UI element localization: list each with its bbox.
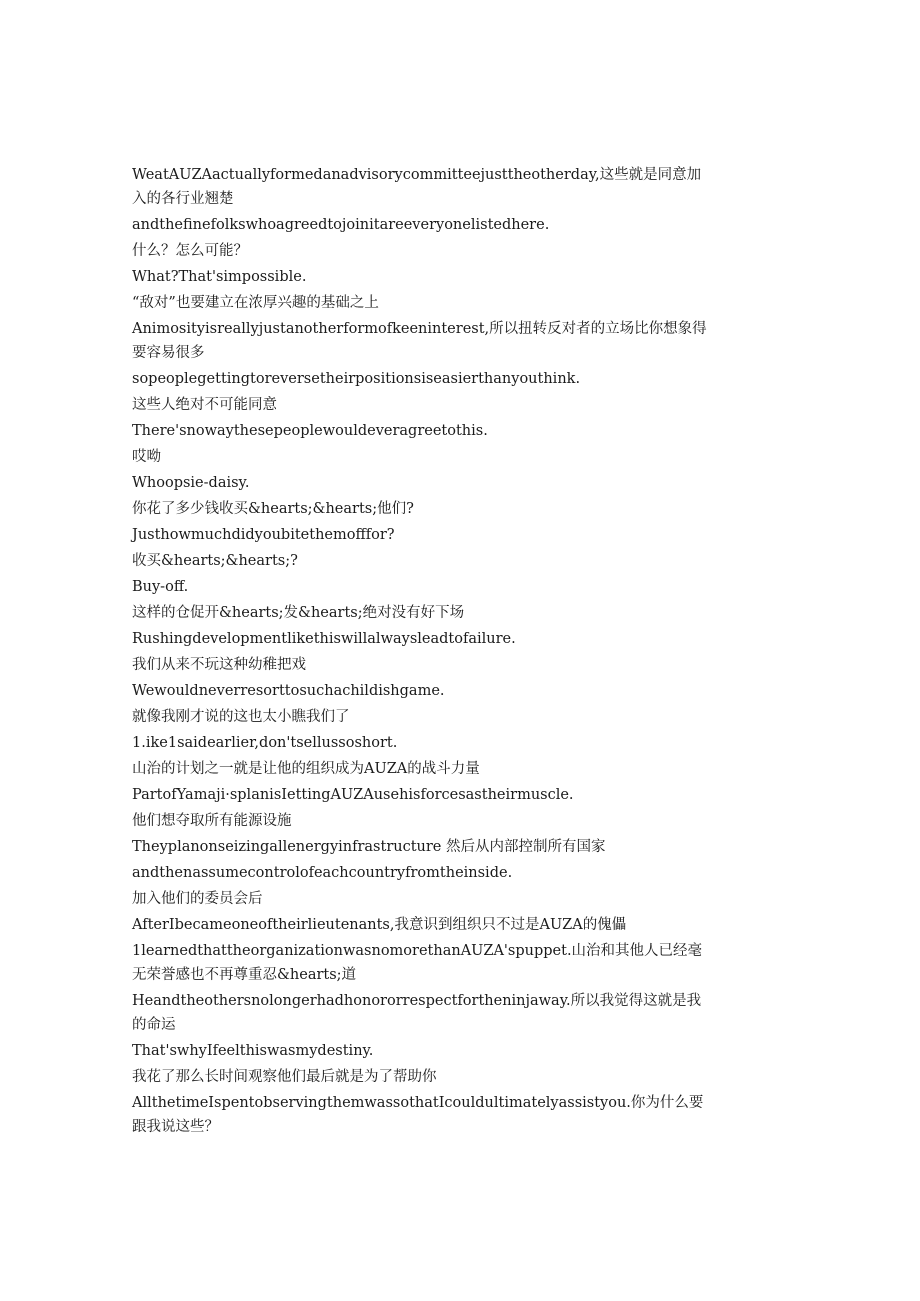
- document-body: [132, 163, 714, 1141]
- text-line: “敌对”也要建立在浓厚兴趣的基础之上: [132, 295, 379, 311]
- text-line: Justhowmuchdidyoubitethemofffor?: [132, 527, 395, 543]
- text-line: There'snowaythesepeoplewouldeveragreetothis.: [132, 423, 488, 439]
- text-line: 他们想夺取所有能源设施: [132, 813, 292, 829]
- text-line: 山治的计划之一就是让他的组织成为AUZA的战斗力量: [132, 761, 480, 777]
- text-line: 收买&hearts;&hearts;?: [132, 553, 298, 569]
- text-line: 1learnedthattheorganizationwasnomorethanAUZA'spuppet.山治和其他人已经毫无荣誉感也不再尊重忍&hearts;道: [132, 943, 703, 983]
- text-line: 我花了那么长时间观察他们最后就是为了帮助你: [132, 1069, 437, 1085]
- text-line: 我们从来不玩这种幼稚把戏: [132, 657, 306, 673]
- text-line: 加入他们的委员会后: [132, 891, 263, 907]
- text-line: 这样的仓促开&hearts;发&hearts;绝对没有好下场: [132, 605, 465, 621]
- text-line: Theyplanonseizingallenergyinfrastructure 然后从内部控制所有国家: [132, 839, 606, 855]
- text-line: What?That'simpossible.: [132, 269, 307, 285]
- text-line: WeatAUZAactuallyformedanadvisorycommitteejusttheotherday,这些就是同意加入的各行业翘楚: [132, 167, 702, 207]
- text-line: Animosityisreallyjustanotherformofkeeninterest,所以扭转反对者的立场比你想象得要容易很多: [132, 321, 707, 361]
- text-line: Heandtheothersnolongerhadhonororrespectfortheninjaway.所以我觉得这就是我的命运: [132, 993, 702, 1033]
- text-line: sopeoplegettingtoreversetheirpositionsiseasierthanyouthink.: [132, 371, 581, 387]
- text-line: andthefinefolkswhoagreedtojoinitareeveryonelistedhere.: [132, 217, 550, 233]
- text-line: Whoopsie-daisy.: [132, 475, 250, 491]
- text-line: 1.ike1saidearlier,don'tsellussoshort.: [132, 735, 398, 751]
- text-line: AllthetimeIspentobservingthemwassothatIcouldultimatelyassistyou.你为什么要跟我说这些？: [132, 1095, 704, 1135]
- text-line: 这些人绝对不可能同意: [132, 397, 277, 413]
- text-line: Rushingdevelopmentlikethiswillalwaysleadtofailure.: [132, 631, 516, 647]
- text-line: Buy-off.: [132, 579, 189, 595]
- text-line: AfterIbecameoneoftheirlieutenants,我意识到组织只不过是AUZA的傀儡: [132, 917, 627, 933]
- text-line: 哎呦: [132, 449, 161, 465]
- text-line: Wewouldneverresorttosuchachildishgame.: [132, 683, 445, 699]
- text-line: PartofYamaji·splanisIettingAUZAusehisforcesastheirmuscle.: [132, 787, 574, 803]
- text-line: 就像我刚才说的这也太小瞧我们了: [132, 709, 350, 725]
- text-line: andthenassumecontrolofeachcountryfromtheinside.: [132, 865, 513, 881]
- text-line: That'swhyIfeelthiswasmydestiny.: [132, 1043, 374, 1059]
- text-line: 你花了多少钱收买&hearts;&hearts;他们?: [132, 501, 414, 517]
- text-line: 什么？怎么可能？: [132, 243, 248, 259]
